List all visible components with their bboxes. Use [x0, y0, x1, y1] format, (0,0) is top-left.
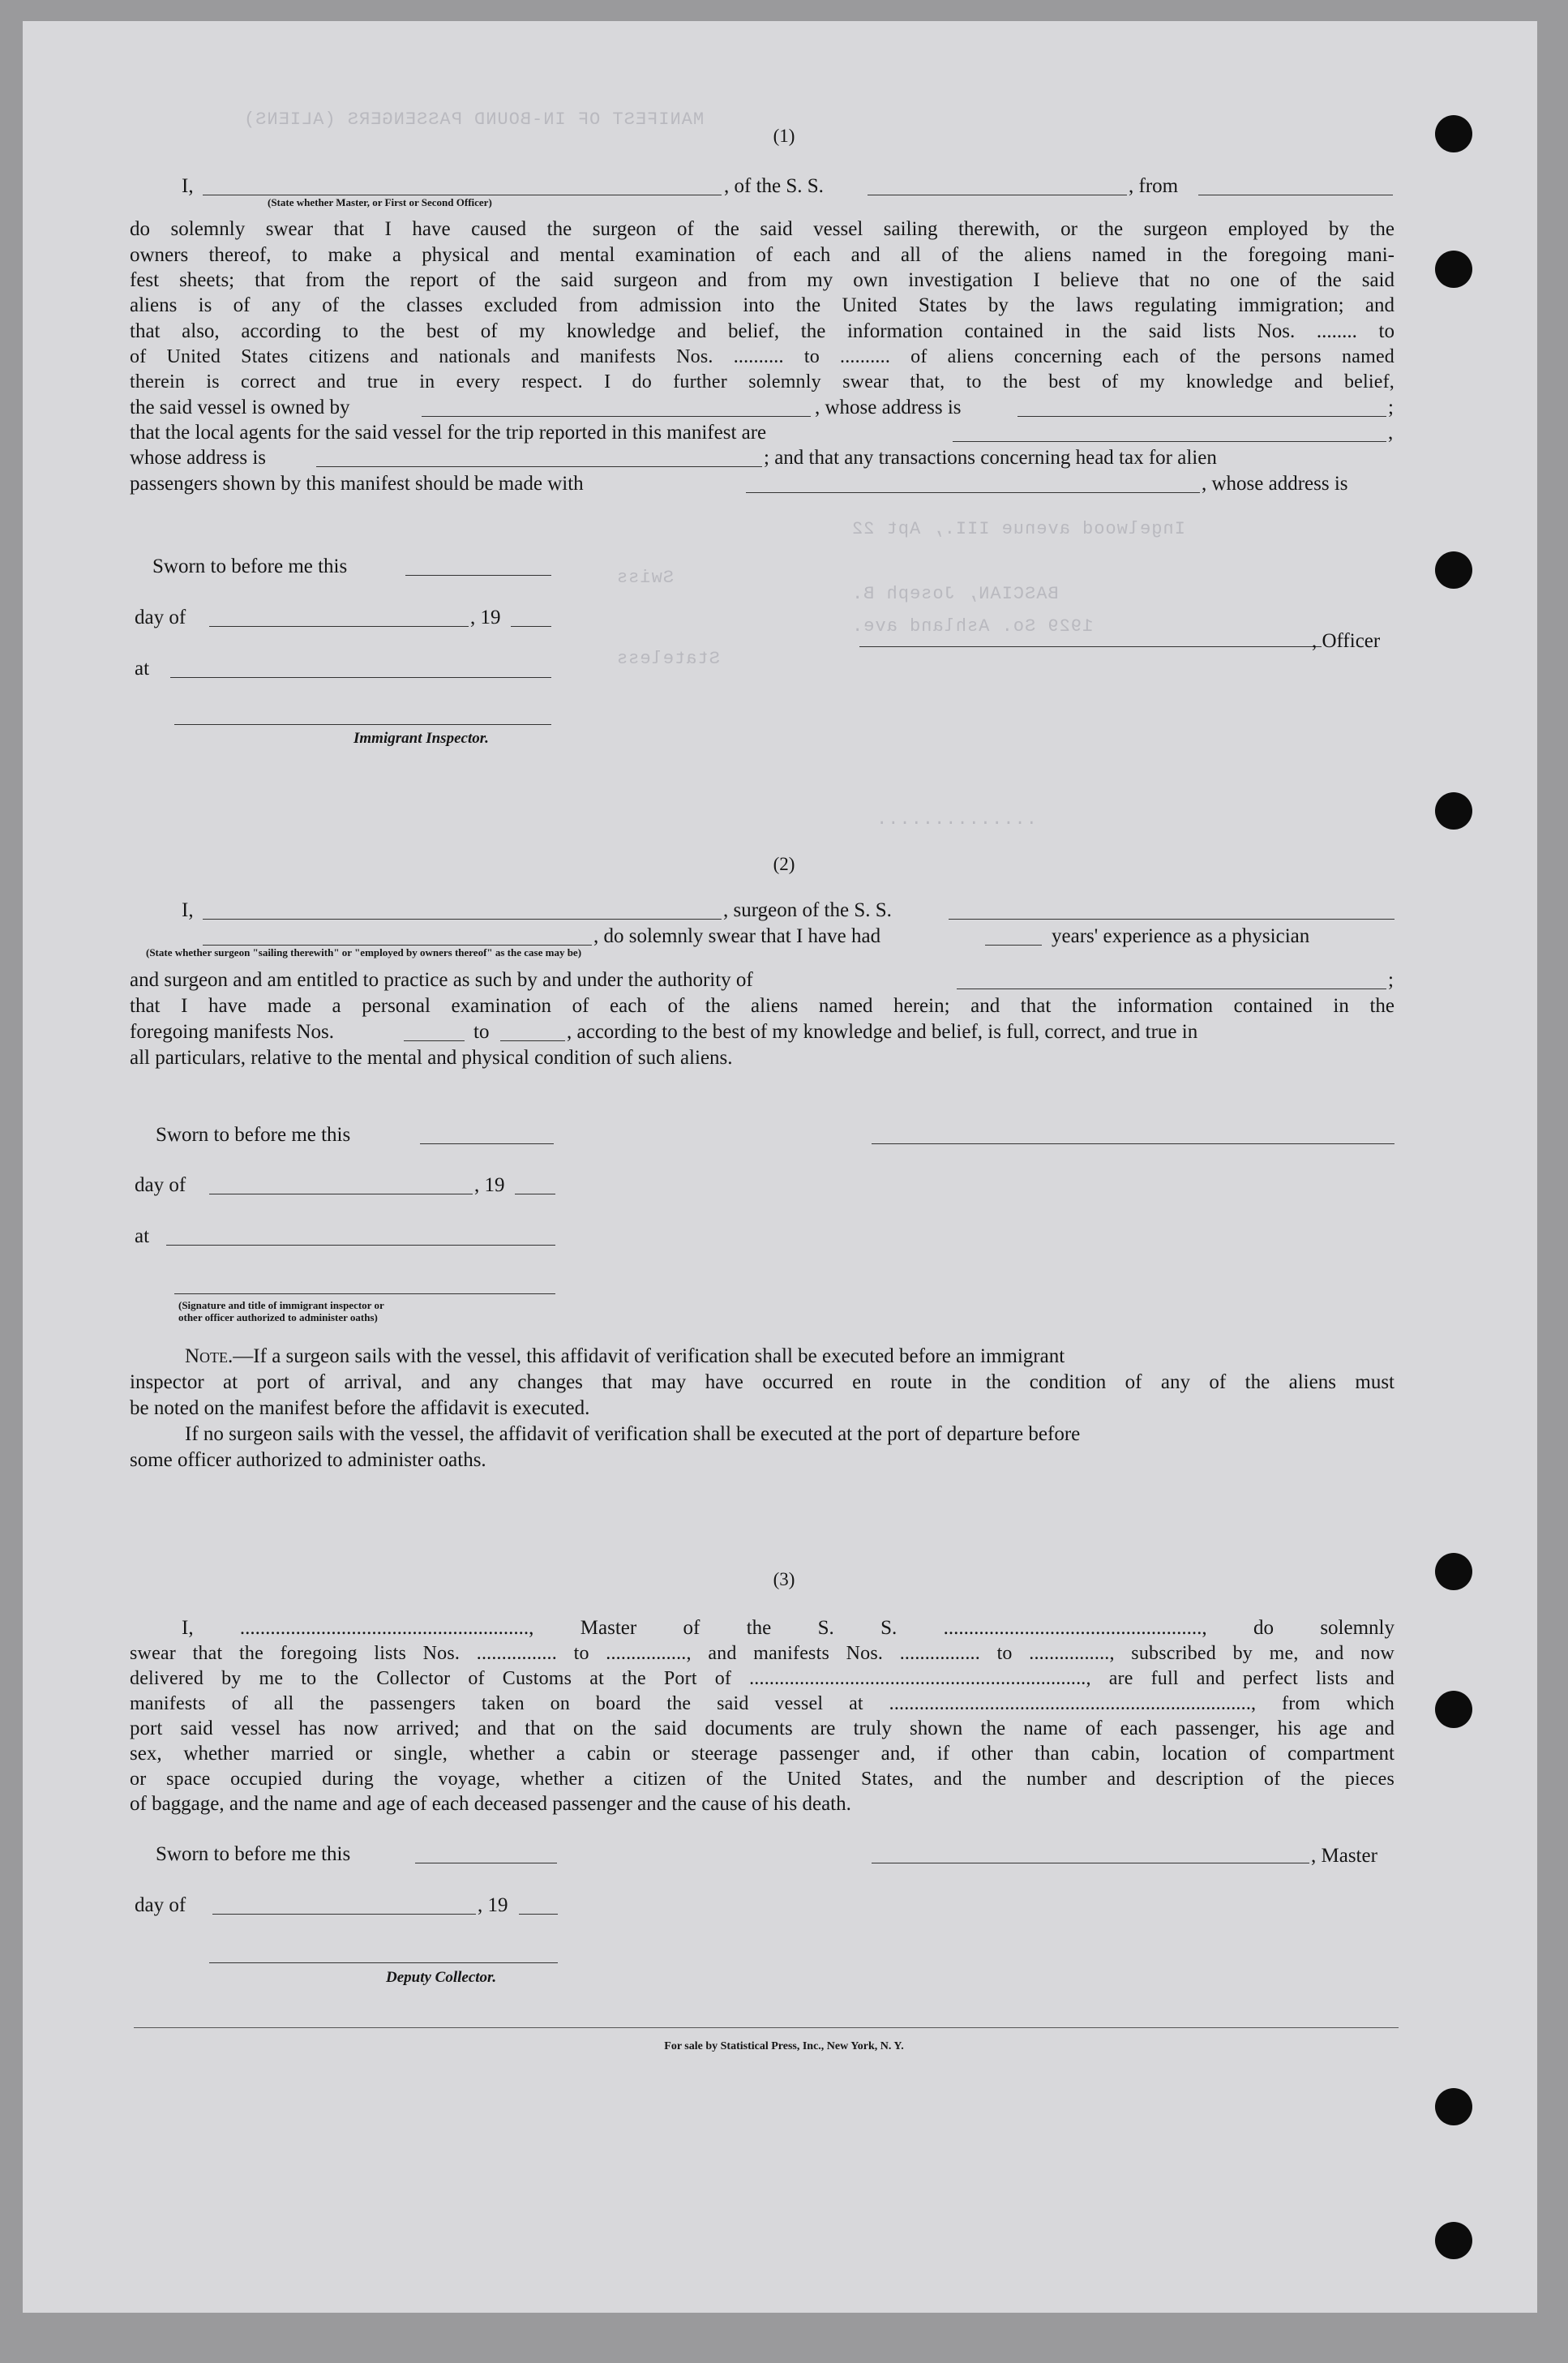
section-number: (1)	[773, 126, 795, 146]
local-agents-label: that the local agents for the said vessel for the trip reported in this manifest are	[130, 422, 767, 444]
according-label: , according to the best of my knowledge and belief, is full, correct, and true in	[567, 1021, 1198, 1043]
from-label: , from	[1129, 175, 1179, 197]
years-label: years' experience as a physician	[1052, 925, 1310, 947]
oath-line: owners thereof, to make a physical and mental examination of each and all of the aliens named in the foregoing mani-	[130, 244, 1394, 266]
passengers-shown-label: passengers shown by this manifest should be made with	[130, 473, 584, 495]
head-tax-contact-line	[746, 492, 1200, 493]
master-oath-line: delivered by me to the Collector of Customs at the Port of ..................................................................., are full and perfect lists and	[130, 1668, 1394, 1689]
footer-rule	[134, 2027, 1399, 2028]
bleed-through-text: BASCIAN, Joseph B.	[851, 584, 1059, 604]
master-oath-line: swear that the foregoing lists Nos. ................ to ................, and manifests Nos. ................ to ................, subscribed by me, and now	[130, 1643, 1394, 1664]
punch-hole-3	[1435, 551, 1472, 589]
master-oath-line: manifests of all the passengers taken on board the said vessel at ........................................................................, from which	[130, 1693, 1394, 1714]
oath-line: do solemnly swear that I have caused the surgeon of the said vessel sailing therewith, or the surgeon employed by the	[130, 218, 1394, 240]
year-line	[511, 626, 551, 627]
oath-line: fest sheets; that from the report of the said surgeon and from my own investigation I believe that no one of the said	[130, 269, 1394, 291]
day-of-label: day of	[135, 1894, 186, 1916]
bleed-through-text: Ingelwood avenue III., Apt 22	[851, 519, 1185, 539]
master-oath-line: port said vessel has now arrived; and that on the said documents are truly shown the name of each passenger, his age and	[130, 1718, 1394, 1739]
signature-hint: other officer authorized to administer oaths)	[178, 1311, 378, 1323]
head-tax-label: ; and that any transactions concerning head tax for alien	[764, 447, 1217, 469]
surgeon-ship-line	[949, 919, 1394, 920]
agents-address-line	[316, 466, 762, 467]
authority-label: and surgeon and am entitled to practice as such by and under the authority of	[130, 969, 753, 991]
year-label: , 19	[478, 1894, 508, 1916]
punch-hole-4	[1435, 792, 1472, 830]
note-text: —If a surgeon sails with the vessel, this affidavit of verification shall be executed before an immigrant	[233, 1345, 1065, 1367]
month-line	[212, 1914, 476, 1915]
to-label: to	[473, 1021, 490, 1043]
manifest-from-line	[404, 1040, 465, 1041]
note-line: If no surgeon sails with the vessel, the affidavit of verification shall be executed at the port of departure before	[185, 1423, 1081, 1445]
master-oath-line: sex, whether married or single, whether a cabin or steerage passenger and, if other than cabin, location of compartment	[130, 1743, 1394, 1765]
note-line: some officer authorized to administer oaths.	[130, 1449, 486, 1471]
of-ss-label: , of the S. S.	[724, 175, 824, 197]
note-line: inspector at port of arrival, and any changes that may have occurred en route in the condition of any of the aliens must	[130, 1371, 1394, 1393]
oath-line: aliens is of any of the classes excluded from admission into the United States by the laws regulating immigration; and	[130, 294, 1394, 316]
surgeon-name-line	[203, 919, 722, 920]
exam-line: that I have made a personal examination of each of the aliens named herein; and that the information contained in the	[130, 995, 1394, 1017]
i-label: I,	[182, 899, 194, 921]
officer-signature-line	[859, 646, 1322, 647]
owner-line	[422, 416, 811, 417]
month-line	[209, 626, 469, 627]
deputy-label: Deputy Collector.	[386, 1969, 497, 1986]
place-line	[166, 1245, 555, 1246]
master-oath-line: or space occupied during the voyage, whether a citizen of the United States, and the number and description of the pieces	[130, 1769, 1394, 1790]
bleed-through-text: 1929 So. Ashland ave.	[851, 616, 1094, 637]
surgeon-signature-line	[872, 1143, 1394, 1144]
printer-credit: For sale by Statistical Press, Inc., New York, N. Y.	[664, 2040, 904, 2052]
local-agents-line	[953, 441, 1386, 442]
section-number: (3)	[773, 1569, 795, 1589]
punch-hole-2	[1435, 251, 1472, 288]
surgeon-of-label: , surgeon of the S. S.	[723, 899, 892, 921]
solemnly-label: , do solemnly swear that I have had	[593, 925, 881, 947]
note-label: Note.	[185, 1345, 233, 1367]
whose-address-label: whose address is	[130, 447, 267, 469]
officer-label: , Officer	[1312, 630, 1381, 652]
owner-address-line	[1017, 416, 1386, 417]
sworn-label: Sworn to before me this	[152, 555, 348, 577]
inspector-signature-line	[174, 724, 551, 725]
years-line	[985, 945, 1042, 946]
sworn-day-line	[420, 1143, 554, 1144]
section-number: (2)	[773, 854, 795, 874]
particulars-label: all particulars, relative to the mental and physical condition of such aliens.	[130, 1047, 733, 1069]
master-label: , Master	[1311, 1845, 1377, 1867]
year-line	[519, 1914, 558, 1915]
surgeon-type-line	[203, 945, 592, 946]
manifest-to-line	[500, 1040, 565, 1041]
master-oath-line: of baggage, and the name and age of each deceased passenger and the cause of his death.	[130, 1793, 851, 1815]
master-oath-line: I, ........................................................., Master of the S. S. ..................................................., do solemnly	[182, 1617, 1394, 1639]
inspector-label: Immigrant Inspector.	[353, 730, 489, 747]
bleed-through-text: MANIFEST OF IN-BOUND PASSENGERS (ALIENS)	[243, 109, 705, 130]
oath-line: therein is correct and true in every respect. I do further solemnly swear that, to the best of my knowledge and belief,	[130, 371, 1394, 392]
signature-hint: (Signature and title of immigrant inspector or	[178, 1299, 384, 1311]
officer-signature-line	[174, 1293, 555, 1294]
whose-address-label: , whose address is	[815, 397, 962, 418]
year-label: , 19	[470, 607, 501, 628]
sworn-label: Sworn to before me this	[156, 1124, 351, 1146]
day-of-label: day of	[135, 607, 186, 628]
officer-hint: (State whether Master, or First or Second Officer)	[268, 196, 492, 208]
note-line	[185, 1344, 1394, 1369]
oath-line: of United States citizens and nationals and manifests Nos. .......... to .......... of aliens concerning each of the persons named	[130, 346, 1394, 367]
sworn-day-line	[405, 575, 551, 576]
year-label: , 19	[474, 1174, 505, 1196]
oath-line: that also, according to the best of my knowledge and belief, the information contained in the said lists Nos. ........ to	[130, 320, 1394, 342]
deputy-signature-line	[209, 1962, 558, 1963]
whose-address-label: , whose address is	[1202, 473, 1348, 495]
comma: ,	[1388, 422, 1394, 444]
i-label: I,	[182, 175, 194, 197]
bleed-through-text: Stateless	[616, 649, 720, 669]
bleed-through-text: Swiss	[616, 568, 675, 588]
note-line: be noted on the manifest before the affidavit is executed.	[130, 1397, 590, 1419]
foregoing-label: foregoing manifests Nos.	[130, 1021, 335, 1043]
at-label: at	[135, 658, 150, 680]
punch-hole-7	[1435, 2088, 1472, 2125]
bleed-through-text: ..............	[876, 809, 1037, 830]
owned-by-label: the said vessel is owned by	[130, 397, 350, 418]
sworn-label: Sworn to before me this	[156, 1843, 351, 1865]
semicolon: ;	[1388, 397, 1394, 418]
punch-hole-6	[1435, 1691, 1472, 1728]
semicolon: ;	[1388, 969, 1394, 991]
at-label: at	[135, 1225, 150, 1247]
surgeon-hint: (State whether surgeon "sailing therewith" or "employed by owners thereof" as the case may be)	[146, 946, 582, 958]
punch-hole-8	[1435, 2222, 1472, 2259]
place-line	[170, 677, 551, 678]
day-of-label: day of	[135, 1174, 186, 1196]
